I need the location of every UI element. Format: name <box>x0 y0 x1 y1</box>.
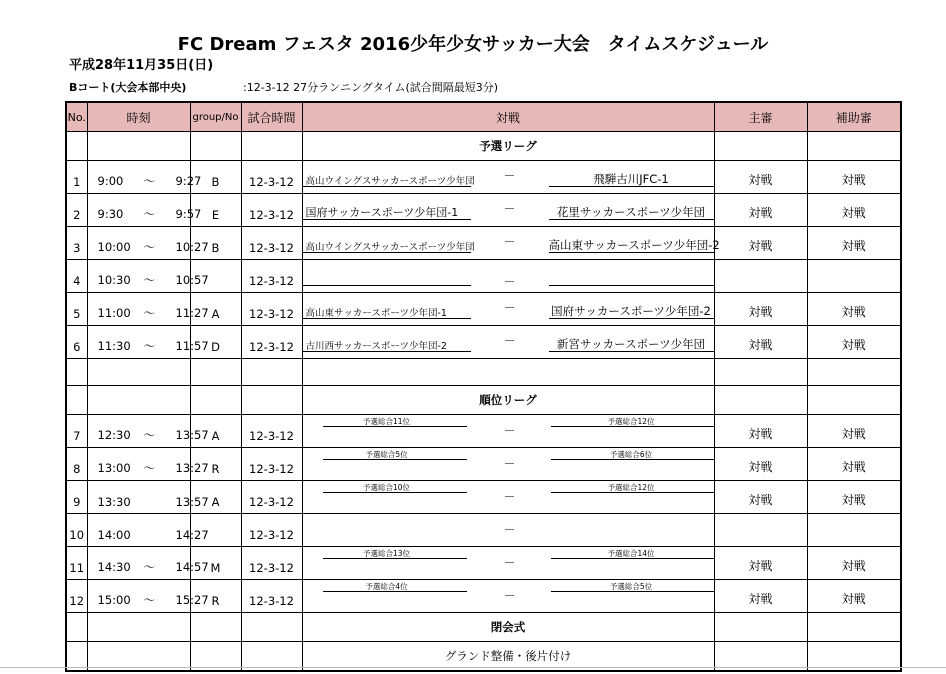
row-assistant <box>807 547 901 580</box>
assistant-value: 対戦 <box>841 206 866 220</box>
row-no: 4 <box>66 260 87 293</box>
assistant-value: 対戦 <box>841 592 866 606</box>
assistant-value: 対戦 <box>841 305 866 319</box>
section-row <box>66 132 901 161</box>
header-no: No. <box>66 102 87 132</box>
start-time: 13:00 <box>97 461 131 475</box>
row-time <box>87 227 209 260</box>
start-time: 11:30 <box>97 339 131 353</box>
start-time: 12:30 <box>97 428 131 442</box>
row-match-time: 12-3-12 <box>241 293 302 326</box>
row-no: 6 <box>66 326 87 359</box>
header-match: 対戦 <box>302 102 714 132</box>
schedule-row <box>66 514 901 547</box>
referee-value: 対戦 <box>748 460 773 474</box>
row-group: A <box>190 481 241 514</box>
row-match <box>302 547 714 580</box>
schedule-row <box>66 580 901 613</box>
header-assistant: 補助審 <box>807 102 901 132</box>
row-time <box>87 514 209 547</box>
start-time: 9:00 <box>97 174 124 188</box>
row-referee <box>714 580 807 613</box>
team-line <box>549 285 714 286</box>
start-time: 13:30 <box>97 495 131 509</box>
end-time: 9:57 <box>175 207 202 221</box>
row-time <box>87 326 209 359</box>
referee-value: 対戦 <box>748 338 773 352</box>
left-team: 高山ウイングスサッカースポーツ少年団 <box>305 242 475 253</box>
row-assistant <box>807 260 901 293</box>
versus-dash: － <box>503 235 516 249</box>
tilde: ～ <box>143 273 155 287</box>
row-group <box>190 514 241 547</box>
versus-dash: － <box>503 301 516 315</box>
section-cleanup: グランド整備・後片付け <box>302 642 714 672</box>
end-time: 10:27 <box>175 240 209 254</box>
row-group: A <box>190 415 241 448</box>
header-row <box>66 102 901 132</box>
page-divider <box>0 667 946 668</box>
referee-value: 対戦 <box>748 239 773 253</box>
right-seed: 予選総合5位 <box>609 582 653 591</box>
right-seed: 予選総合14位 <box>607 549 655 558</box>
row-match <box>302 580 714 613</box>
row-assistant <box>807 227 901 260</box>
versus-dash: － <box>503 275 516 289</box>
versus-dash: － <box>503 169 516 183</box>
section-row <box>66 613 901 642</box>
assistant-value: 対戦 <box>841 427 866 441</box>
referee-value: 対戦 <box>748 493 773 507</box>
row-assistant <box>807 514 901 547</box>
schedule-row <box>66 161 901 194</box>
row-match-time: 12-3-12 <box>241 194 302 227</box>
assistant-value: 対戦 <box>841 460 866 474</box>
seed-line <box>551 426 714 427</box>
schedule-row <box>66 260 901 293</box>
row-no: 1 <box>66 161 87 194</box>
schedule-row <box>66 227 901 260</box>
row-referee <box>714 161 807 194</box>
spacer-row <box>66 359 901 386</box>
schedule-row <box>66 293 901 326</box>
seed-line <box>323 591 467 592</box>
section-ranking: 順位リーグ <box>302 386 714 415</box>
row-match <box>302 481 714 514</box>
schedule-row <box>66 448 901 481</box>
start-time: 11:00 <box>97 306 131 320</box>
row-assistant <box>807 326 901 359</box>
schedule-row <box>66 415 901 448</box>
tilde: ～ <box>143 240 155 254</box>
row-assistant <box>807 293 901 326</box>
versus-dash: － <box>503 334 516 348</box>
seed-line <box>551 492 714 493</box>
versus-dash: － <box>503 202 516 216</box>
left-team: 高山ウイングスサッカースポーツ少年団 <box>305 176 475 187</box>
start-time: 10:00 <box>97 240 131 254</box>
referee-value: 対戦 <box>748 206 773 220</box>
row-referee <box>714 194 807 227</box>
versus-dash: － <box>503 457 516 471</box>
right-seed: 予選総合12位 <box>607 483 655 492</box>
row-match-time: 12-3-12 <box>241 415 302 448</box>
row-group <box>190 260 241 293</box>
row-assistant <box>807 481 901 514</box>
start-time: 14:30 <box>97 560 131 574</box>
referee-value: 対戦 <box>748 173 773 187</box>
start-time: 9:30 <box>97 207 124 221</box>
tilde: ～ <box>143 207 155 221</box>
left-team: 高山東サッカースポーツ少年団-1 <box>305 308 447 319</box>
tilde: ～ <box>143 339 155 353</box>
row-time <box>87 448 209 481</box>
left-team: 国府サッカースポーツ少年団-1 <box>305 206 459 219</box>
row-assistant <box>807 161 901 194</box>
row-time <box>87 293 209 326</box>
schedule-row <box>66 481 901 514</box>
row-group: M <box>190 547 241 580</box>
row-time <box>87 260 209 293</box>
row-time <box>87 580 209 613</box>
row-group: B <box>190 227 241 260</box>
row-no: 10 <box>66 514 87 547</box>
right-seed: 予選総合12位 <box>607 417 655 426</box>
seed-line <box>323 459 467 460</box>
match-format-note: :12-3-12 27分ランニングタイム(試合間隔最短3分) <box>243 81 499 94</box>
row-group: E <box>190 194 241 227</box>
end-time: 15:27 <box>175 593 209 607</box>
row-match-time: 12-3-12 <box>241 514 302 547</box>
assistant-value: 対戦 <box>841 559 866 573</box>
tilde: ～ <box>143 428 155 442</box>
end-time: 13:57 <box>175 428 209 442</box>
row-group: B <box>190 161 241 194</box>
row-match-time: 12-3-12 <box>241 448 302 481</box>
row-referee <box>714 326 807 359</box>
row-match-time: 12-3-12 <box>241 161 302 194</box>
row-no: 3 <box>66 227 87 260</box>
section-closing: 閉会式 <box>302 613 714 642</box>
tilde: ～ <box>143 306 155 320</box>
end-time: 10:57 <box>175 273 209 287</box>
seed-line <box>323 492 467 493</box>
seed-line <box>551 591 714 592</box>
row-referee <box>714 547 807 580</box>
row-no: 11 <box>66 547 87 580</box>
row-group: R <box>190 448 241 481</box>
left-seed: 予選総合5位 <box>365 450 408 459</box>
row-match <box>302 260 714 293</box>
row-match <box>302 227 720 260</box>
seed-line <box>551 459 714 460</box>
row-no: 9 <box>66 481 87 514</box>
assistant-value: 対戦 <box>841 338 866 352</box>
assistant-value: 対戦 <box>841 493 866 507</box>
row-referee <box>714 514 807 547</box>
header-match-time: 試合時間 <box>241 102 302 132</box>
schedule-row <box>66 194 901 227</box>
referee-value: 対戦 <box>748 559 773 573</box>
tilde: ～ <box>143 560 155 574</box>
row-time <box>87 481 209 514</box>
row-match-time: 12-3-12 <box>241 227 302 260</box>
header-group: group/No <box>190 102 241 132</box>
page-title: FC Dream フェスタ 2016少年少女サッカー大会 タイムスケジュール <box>177 34 769 55</box>
seed-line <box>323 426 467 427</box>
referee-value: 対戦 <box>748 592 773 606</box>
end-time: 9:27 <box>175 174 202 188</box>
event-date: 平成28年11月35日(日) <box>69 58 214 73</box>
right-seed: 予選総合6位 <box>609 450 653 459</box>
versus-dash: － <box>503 556 516 570</box>
section-row <box>66 386 901 415</box>
row-match <box>302 415 714 448</box>
row-time <box>87 161 202 194</box>
right-team: 飛騨古川JFC-1 <box>593 172 669 186</box>
team-line <box>303 285 471 286</box>
right-team: 高山東サッカースポーツ少年団-2 <box>548 238 720 252</box>
row-no: 2 <box>66 194 87 227</box>
row-match <box>302 194 714 227</box>
row-no: 12 <box>66 580 87 613</box>
end-time: 13:57 <box>175 495 209 509</box>
row-no: 8 <box>66 448 87 481</box>
row-referee <box>714 293 807 326</box>
row-no: 7 <box>66 415 87 448</box>
row-referee <box>714 260 807 293</box>
referee-value: 対戦 <box>748 305 773 319</box>
row-referee <box>714 227 807 260</box>
row-match-time: 12-3-12 <box>241 547 302 580</box>
left-seed: 予選総合11位 <box>362 417 411 426</box>
end-time: 14:57 <box>175 560 209 574</box>
row-match <box>302 514 714 547</box>
row-match <box>302 448 714 481</box>
versus-dash: － <box>503 490 516 504</box>
versus-dash: － <box>503 523 516 537</box>
end-time: 11:27 <box>175 306 209 320</box>
schedule-row <box>66 326 901 359</box>
tilde: ～ <box>143 593 155 607</box>
start-time: 15:00 <box>97 593 131 607</box>
row-match-time: 12-3-12 <box>241 260 302 293</box>
assistant-value: 対戦 <box>841 173 866 187</box>
right-team: 国府サッカースポーツ少年団-2 <box>551 304 711 318</box>
left-seed: 予選総合10位 <box>362 483 411 492</box>
header-referee: 主審 <box>714 102 807 132</box>
left-team: 古川西サッカースポーツ少年団-2 <box>305 341 447 352</box>
row-assistant <box>807 415 901 448</box>
start-time: 14:00 <box>97 528 131 542</box>
row-referee <box>714 415 807 448</box>
left-seed: 予選総合13位 <box>362 549 411 558</box>
end-time: 14:27 <box>175 528 209 542</box>
schedule-table <box>65 101 902 672</box>
header-time: 時刻 <box>87 102 190 132</box>
row-match <box>302 326 714 359</box>
row-time <box>87 415 209 448</box>
seed-line <box>323 558 467 559</box>
row-referee <box>714 448 807 481</box>
court-label: Bコート(大会本部中央) <box>69 81 187 94</box>
versus-dash: － <box>503 589 516 603</box>
tilde: ～ <box>143 174 155 188</box>
row-no: 5 <box>66 293 87 326</box>
row-time <box>87 547 209 580</box>
referee-value: 対戦 <box>748 427 773 441</box>
row-group: A <box>190 293 241 326</box>
row-match-time: 12-3-12 <box>241 580 302 613</box>
row-match-time: 12-3-12 <box>241 481 302 514</box>
row-assistant <box>807 580 901 613</box>
row-time <box>87 194 202 227</box>
right-team: 新宮サッカースポーツ少年団 <box>556 337 706 351</box>
assistant-value: 対戦 <box>841 239 866 253</box>
versus-dash: － <box>503 424 516 438</box>
right-team: 花里サッカースポーツ少年団 <box>556 205 706 219</box>
schedule-row <box>66 547 901 580</box>
end-time: 11:57 <box>175 339 209 353</box>
tilde: ～ <box>143 461 155 475</box>
seed-line <box>551 558 714 559</box>
row-assistant <box>807 194 901 227</box>
row-referee <box>714 481 807 514</box>
row-group: D <box>190 326 241 359</box>
row-match <box>302 161 714 194</box>
left-seed: 予選総合4位 <box>365 582 408 591</box>
start-time: 10:30 <box>97 273 131 287</box>
row-assistant <box>807 448 901 481</box>
section-prelim: 予選リーグ <box>302 132 714 161</box>
end-time: 13:27 <box>175 461 209 475</box>
row-group: R <box>190 580 241 613</box>
row-match-time: 12-3-12 <box>241 326 302 359</box>
row-match <box>302 293 714 326</box>
